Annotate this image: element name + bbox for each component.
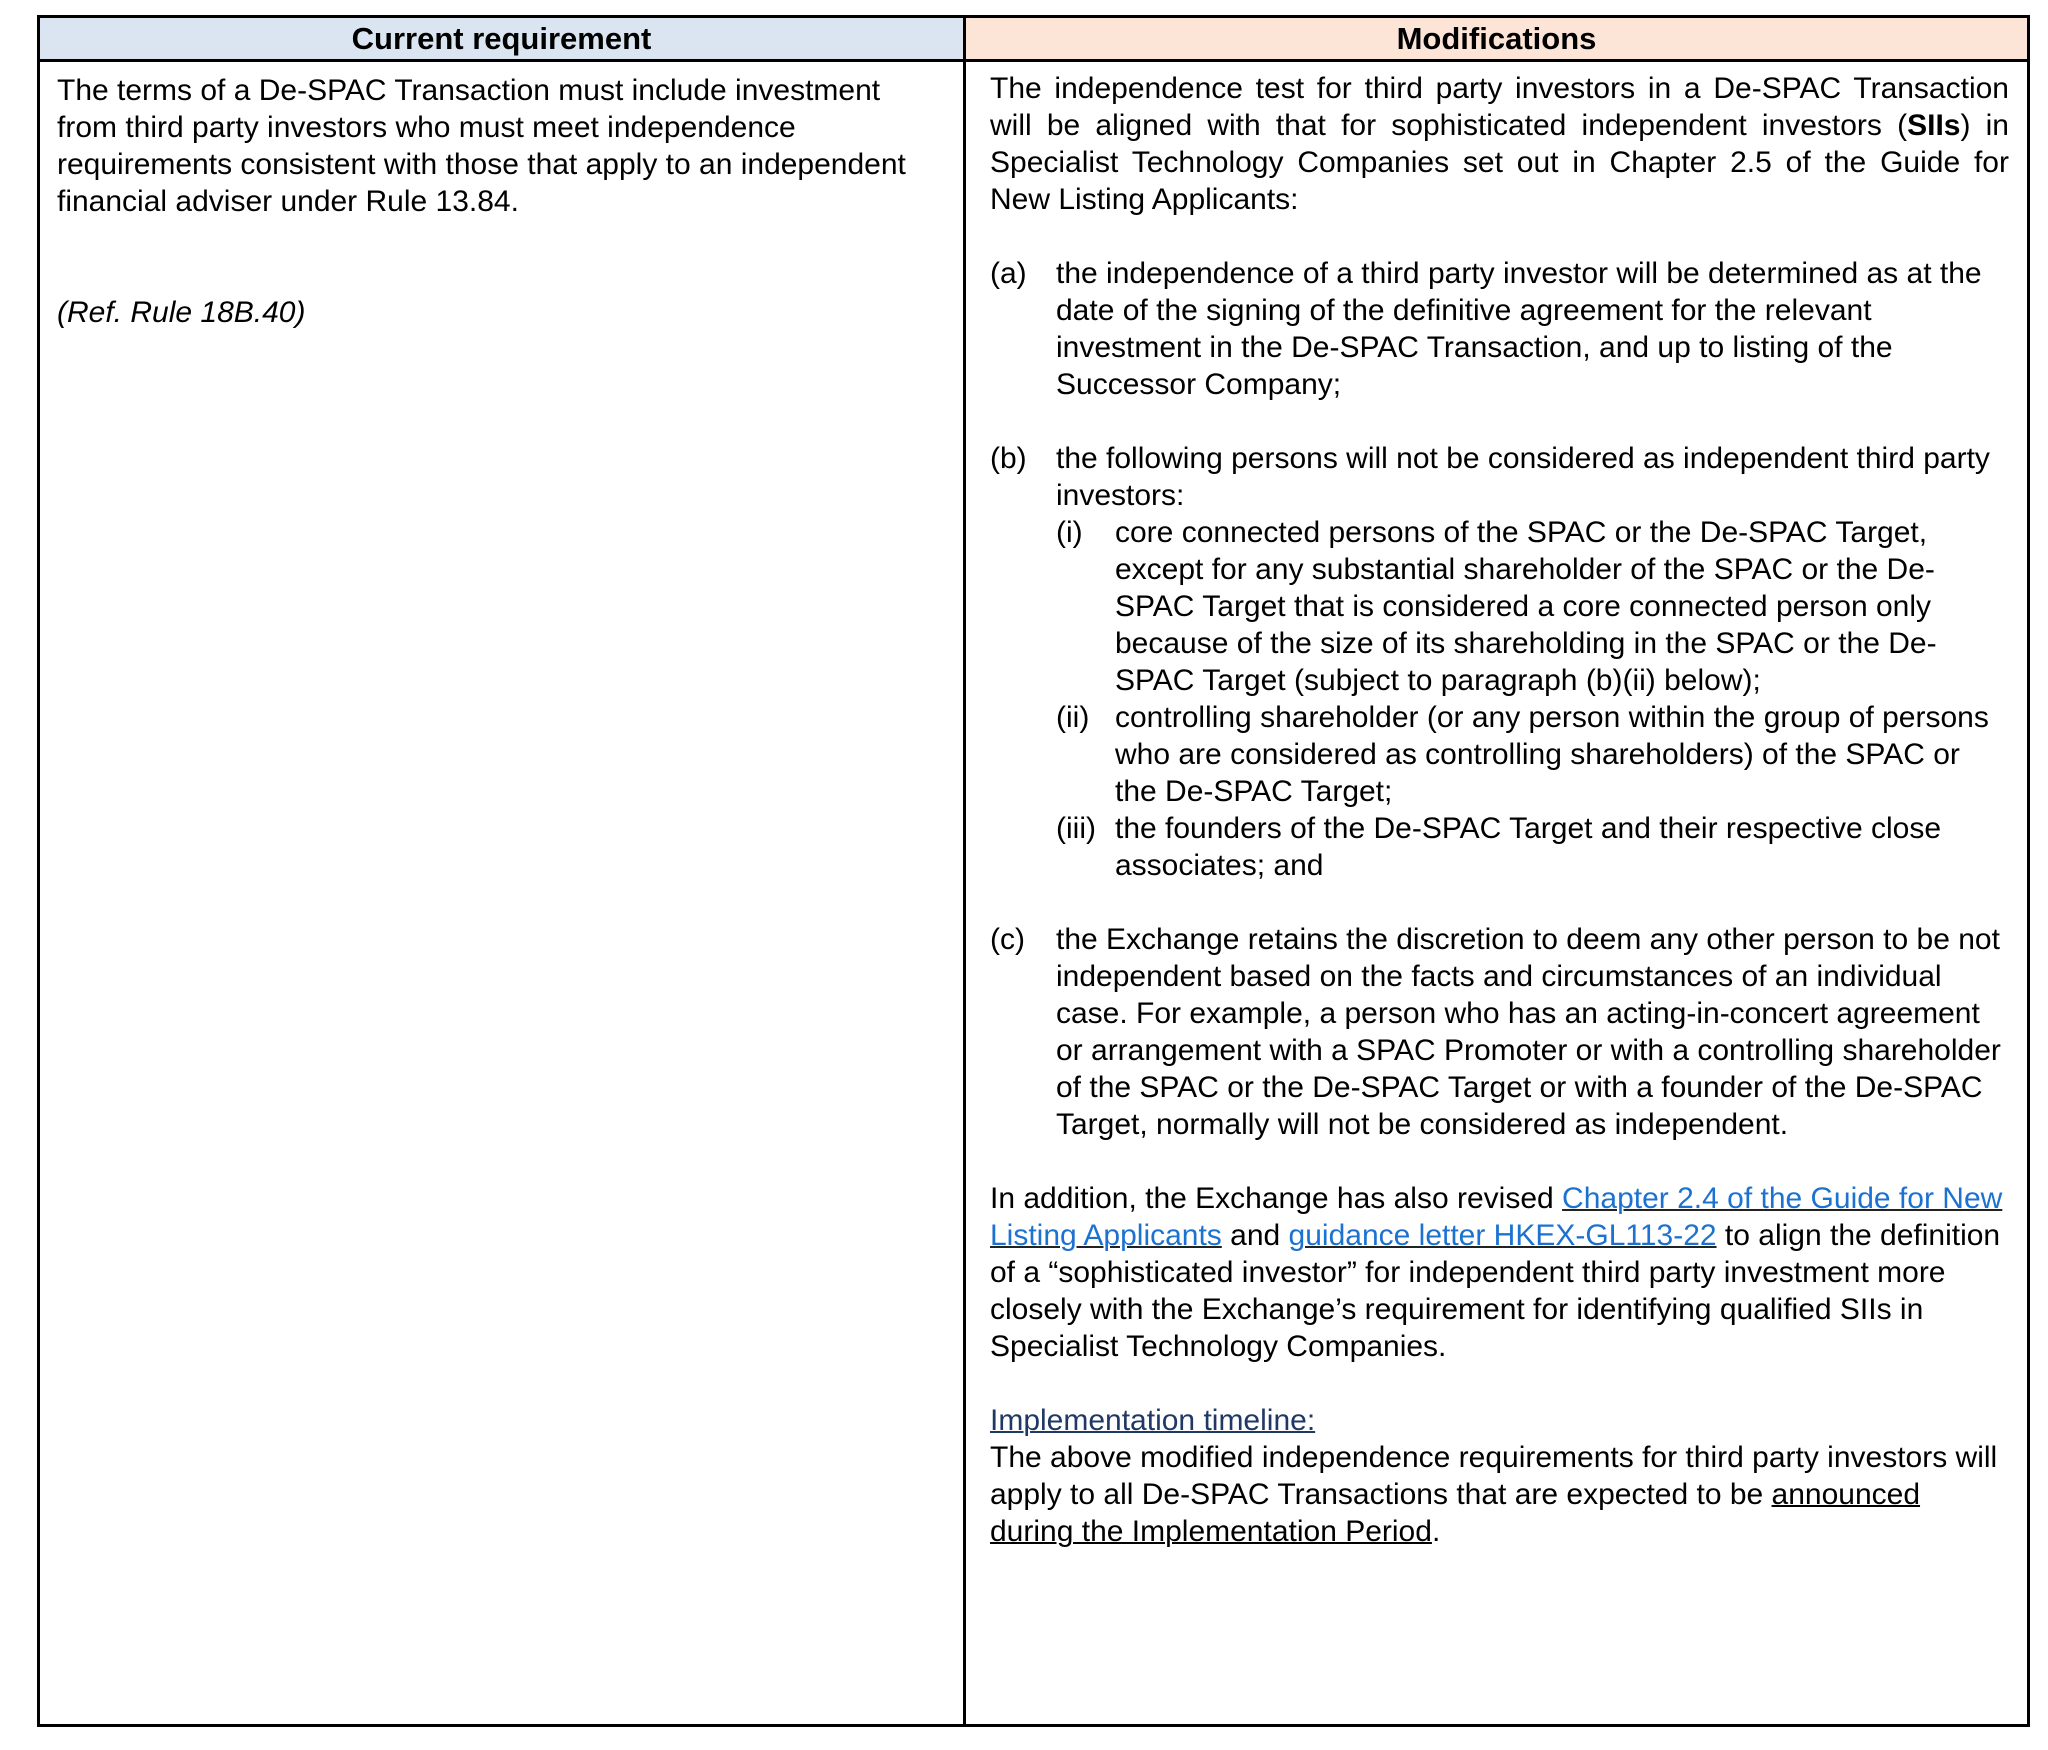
text-segment: announced during the Implementation Period: [990, 1478, 1921, 1548]
list-item: [990, 921, 2009, 1143]
paragraph: [990, 1402, 2009, 1439]
list-marker: (iii): [1056, 812, 1096, 845]
list-text: [1056, 440, 2009, 514]
text-segment: The independence test for third party investors in a De-SPAC Transaction will be aligned with that for sophisticated independent investors (: [990, 72, 2009, 142]
modifications-cell: [966, 62, 2027, 1724]
comparison-table: [37, 15, 2030, 1727]
list-marker: (b): [990, 442, 1027, 475]
paragraph: [990, 1439, 2009, 1550]
text-segment: to align the definition of a “sophisticated investor” for independent third party investment more closely with the Exchange’s requirement for identifying qualified SIIs in Specialist Technology Companies.: [990, 1219, 2001, 1363]
list-item: [990, 514, 2009, 699]
paragraph: [57, 294, 939, 331]
list-marker: (a): [990, 257, 1027, 290]
hyperlink[interactable]: guidance letter HKEX-GL113-22: [1288, 1219, 1717, 1252]
hyperlink[interactable]: Chapter 2.4 of the Guide for New Listing Applicants: [990, 1182, 2003, 1252]
text-segment: ) in Specialist Technology Companies set out in Chapter 2.5 of the Guide for New Listing Applicants:: [990, 109, 2009, 216]
header-current-requirement-label: Current requirement: [351, 20, 652, 56]
list-text: [1115, 514, 2009, 699]
list-item: [990, 810, 2009, 884]
list-marker: (i): [1056, 516, 1083, 549]
header-modifications: [966, 18, 2027, 59]
paragraph: [990, 70, 2009, 218]
text-segment: SIIs: [1907, 109, 1961, 142]
text-segment: and: [1221, 1219, 1289, 1252]
text-segment: controlling shareholder (or any person within the group of persons who are considered as controlling shareholders) of the SPAC or the De-SPAC Target;: [1115, 701, 1989, 808]
text-segment: .: [1431, 1515, 1441, 1548]
table-header-row: [40, 18, 2027, 62]
text-segment: (Ref. Rule 18B.40): [57, 296, 306, 329]
list-text: [1115, 810, 2009, 884]
text-segment: the following persons will not be considered as independent third party investors:: [1056, 442, 1990, 512]
header-modifications-label: Modifications: [1396, 20, 1597, 56]
implementation-timeline-heading: Implementation timeline:: [990, 1404, 1316, 1437]
list-text: [1056, 921, 2009, 1143]
header-current-requirement: [40, 18, 966, 59]
text-segment: core connected persons of the SPAC or the De-SPAC Target, except for any substantial shareholder of the SPAC or the De-SPAC Target that is considered a core connected person only because of the size of its shareholding in the SPAC or the De-SPAC Target (subject to paragraph (b)(ii) below);: [1115, 516, 1937, 697]
text-segment: the founders of the De-SPAC Target and their respective close associates; and: [1115, 812, 1942, 882]
text-segment: In addition, the Exchange has also revised: [990, 1182, 1563, 1215]
text-segment: The terms of a De-SPAC Transaction must include investment from third party investors who must meet independence requirements consistent with those that apply to an independent financial adviser under Rule 13.84.: [57, 74, 906, 218]
list-item: [990, 699, 2009, 810]
list-item: [990, 255, 2009, 403]
paragraph: [57, 72, 939, 220]
text-segment: the independence of a third party investor will be determined as at the date of the signing of the definitive agreement for the relevant investment in the De-SPAC Transaction, and up to listing of the Successor Company;: [1056, 257, 1982, 401]
paragraph: [990, 1180, 2009, 1365]
list-marker: (c): [990, 923, 1025, 956]
text-segment: The above modified independence requirements for third party investors will apply to all De-SPAC Transactions that are expected to be: [990, 1441, 1998, 1511]
list-text: [1115, 699, 2009, 810]
current-requirement-cell: [40, 62, 966, 1724]
table-body-row: [40, 62, 2027, 1724]
text-segment: the Exchange retains the discretion to deem any other person to be not independent based on the facts and circumstances of an individual case. For example, a person who has an acting-in-concert agreement or arrangement with a SPAC Promoter or with a controlling shareholder of the SPAC or the De-SPAC Target or with a founder of the De-SPAC Target, normally will not be considered as independent.: [1056, 923, 2001, 1141]
list-item: [990, 440, 2009, 514]
list-marker: (ii): [1056, 701, 1090, 734]
list-text: [1056, 255, 2009, 403]
